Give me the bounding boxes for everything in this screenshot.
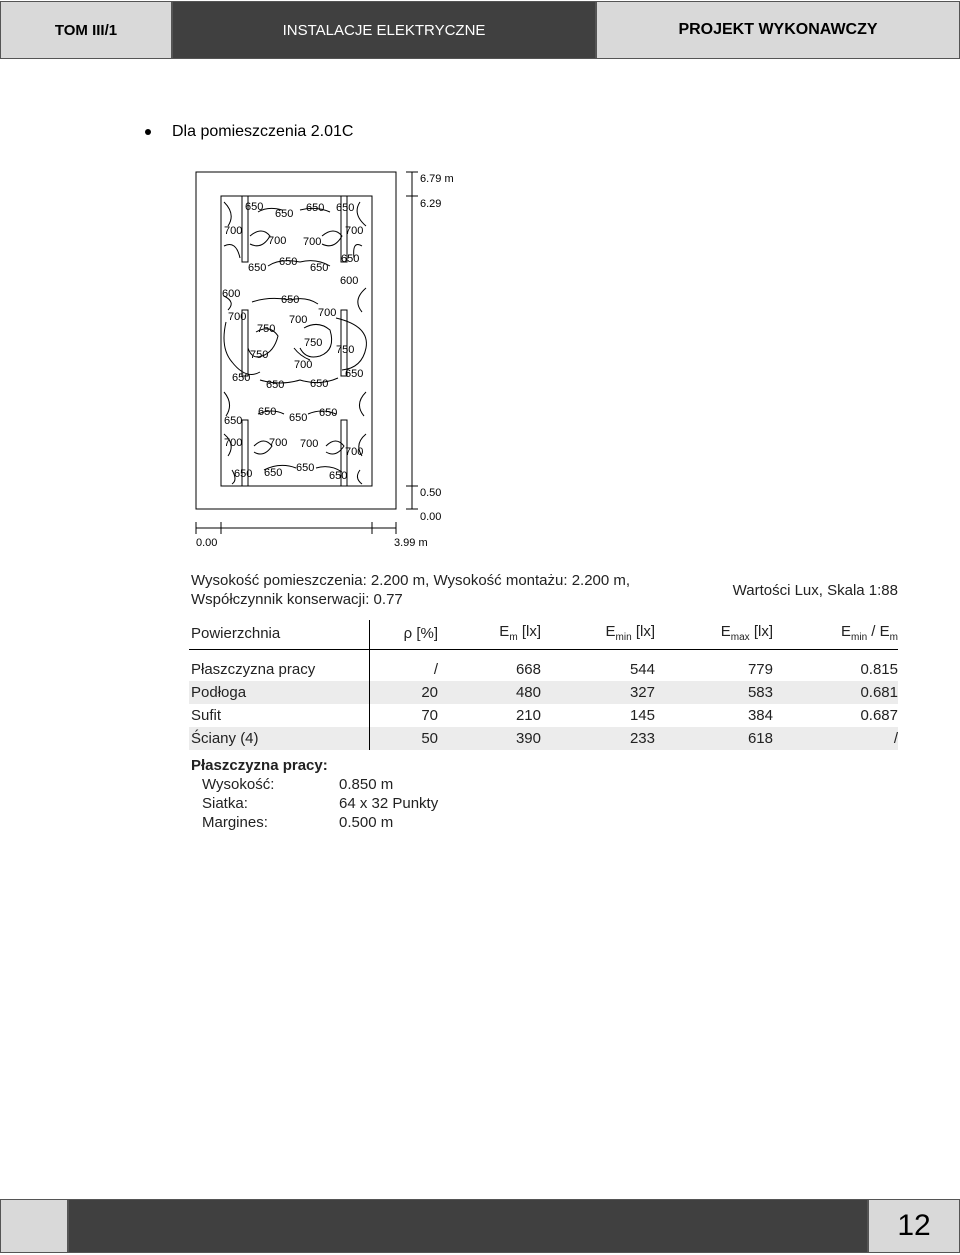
contour-label: 650 xyxy=(224,415,243,427)
col-emin: $E_{min}$ [lx] xyxy=(541,620,655,650)
contour-label: 750 xyxy=(336,344,355,356)
room-info xyxy=(191,571,630,609)
cell-emin: 544 xyxy=(629,660,655,678)
cell-emax: 779 xyxy=(747,660,773,678)
contour-label: 700 xyxy=(228,311,247,323)
contour-label: 650 xyxy=(310,378,329,390)
footer-middle-block xyxy=(68,1199,868,1253)
contour-label: 650 xyxy=(245,201,264,213)
contour-label: 700 xyxy=(289,314,308,326)
contour-label: 600 xyxy=(222,288,241,300)
contour-label: 650 xyxy=(279,256,298,268)
phase-label: PROJEKT WYKONAWCZY xyxy=(596,1,960,59)
contour-label: 650 xyxy=(266,379,285,391)
bullet-text: Dla pomieszczenia 2.01C xyxy=(172,123,354,140)
cell-ratio: 0.681 xyxy=(773,681,898,704)
table-row xyxy=(189,650,898,658)
contour-label: 700 xyxy=(345,446,364,458)
dim-label: 6.79 m xyxy=(420,173,454,185)
bullet-dot-icon xyxy=(145,129,151,135)
contour-label: 650 xyxy=(281,294,300,306)
contour-label: 700 xyxy=(300,438,319,450)
workplane-key: Siatka: xyxy=(202,795,248,812)
table-row xyxy=(189,658,898,681)
cell-ratio: 0.815 xyxy=(860,660,898,678)
contour-label: 700 xyxy=(269,437,288,449)
col-surface: Powierzchnia xyxy=(189,620,370,650)
dim-label: 6.29 xyxy=(420,198,442,210)
contour-label: 700 xyxy=(224,225,243,237)
workplane-info xyxy=(191,756,438,832)
cell-em: 390 xyxy=(438,727,541,750)
dim-label: 0.00 xyxy=(196,537,218,549)
dim-label: 3.99 m xyxy=(394,537,428,549)
cell-em: 210 xyxy=(515,706,541,724)
contour-label: 650 xyxy=(234,468,253,480)
cell-em: 480 xyxy=(438,681,541,704)
contour-label: 650 xyxy=(310,262,329,274)
cell-surface: Płaszczyzna pracy xyxy=(189,658,370,681)
table-row xyxy=(189,704,898,727)
contour-label: 700 xyxy=(318,307,337,319)
isolux-plan xyxy=(185,165,475,555)
contour-label: 750 xyxy=(304,337,323,349)
dim-label: 0.50 xyxy=(420,487,442,499)
room-info-line: Wysokość pomieszczenia: 2.200 m, Wysokość montażu: 2.200 m, xyxy=(191,572,631,589)
contour-label: 700 xyxy=(345,225,364,237)
contour-label: 700 xyxy=(303,236,322,248)
contour-label: 650 xyxy=(296,462,315,474)
cell-surface: Podłoga xyxy=(189,681,370,704)
contour-label: 650 xyxy=(345,368,364,380)
scale-label: Wartości Lux, Skala 1:88 xyxy=(732,582,898,599)
contour-label: 700 xyxy=(268,235,287,247)
cell-emax: 618 xyxy=(655,727,773,750)
col-emax: $E_{max}$ [lx] xyxy=(655,620,773,650)
contour-label: 650 xyxy=(336,202,355,214)
dimension-bottom xyxy=(196,522,396,534)
contour-label: 650 xyxy=(258,406,277,418)
cell-surface: Ściany (4) xyxy=(189,727,370,750)
cell-ratio: 0.687 xyxy=(860,706,898,724)
section-label: INSTALACJE ELEKTRYCZNE xyxy=(172,1,596,59)
cell-ratio: / xyxy=(773,727,898,750)
page-footer xyxy=(0,1199,960,1255)
contour-label: 650 xyxy=(341,253,360,265)
cell-rho: 20 xyxy=(370,681,439,704)
workplane-row xyxy=(191,813,438,832)
col-ratio: $E_{min} / E_m$ xyxy=(773,620,898,650)
workplane-row xyxy=(191,794,438,813)
cell-rho: 70 xyxy=(421,706,438,724)
workplane-row xyxy=(191,775,438,794)
workplane-value: 64 x 32 Punkty xyxy=(339,795,439,812)
contour-label: 650 xyxy=(319,407,338,419)
page-number: 12 xyxy=(868,1199,960,1253)
cell-em: 668 xyxy=(515,660,541,678)
volume-label: TOM III/1 xyxy=(0,1,172,59)
cell-emin: 145 xyxy=(629,706,655,724)
cell-rho: / xyxy=(433,660,438,678)
table-row xyxy=(189,681,898,704)
col-rho: ρ [%] xyxy=(370,620,439,650)
cell-surface: Sufit xyxy=(189,704,370,727)
contour-label: 600 xyxy=(340,275,359,287)
contour-label: 650 xyxy=(232,372,251,384)
contour-label: 650 xyxy=(289,412,308,424)
room-info-line: Współczynnik konserwacji: 0.77 xyxy=(191,591,403,608)
contour-label: 700 xyxy=(294,359,313,371)
table-row xyxy=(189,727,898,750)
cell-emin: 233 xyxy=(541,727,655,750)
contour-label: 650 xyxy=(275,208,294,220)
contour-label: 650 xyxy=(306,202,325,214)
contour-label: 650 xyxy=(264,467,283,479)
cell-emin: 327 xyxy=(541,681,655,704)
bullet-item xyxy=(145,123,353,141)
workplane-key: Margines: xyxy=(202,814,268,831)
dim-label: 0.00 xyxy=(420,511,442,523)
dimension-right xyxy=(406,172,418,509)
contour-label: 650 xyxy=(329,470,348,482)
table-header-row xyxy=(189,620,898,650)
cell-emax: 583 xyxy=(655,681,773,704)
footer-left-block xyxy=(0,1199,68,1253)
col-em: $E_m$ [lx] xyxy=(438,620,541,650)
contour-label: 650 xyxy=(248,262,267,274)
workplane-key: Wysokość: xyxy=(202,776,275,793)
contour-label: 750 xyxy=(250,349,269,361)
workplane-value: 0.850 m xyxy=(339,776,394,793)
workplane-value: 0.500 m xyxy=(339,814,394,831)
page-header xyxy=(0,0,960,61)
contour-label: 700 xyxy=(224,437,243,449)
workplane-title: Płaszczyzna pracy: xyxy=(191,757,328,774)
cell-emax: 384 xyxy=(747,706,773,724)
results-table xyxy=(189,620,898,750)
cell-rho: 50 xyxy=(370,727,439,750)
contour-label: 750 xyxy=(257,323,276,335)
